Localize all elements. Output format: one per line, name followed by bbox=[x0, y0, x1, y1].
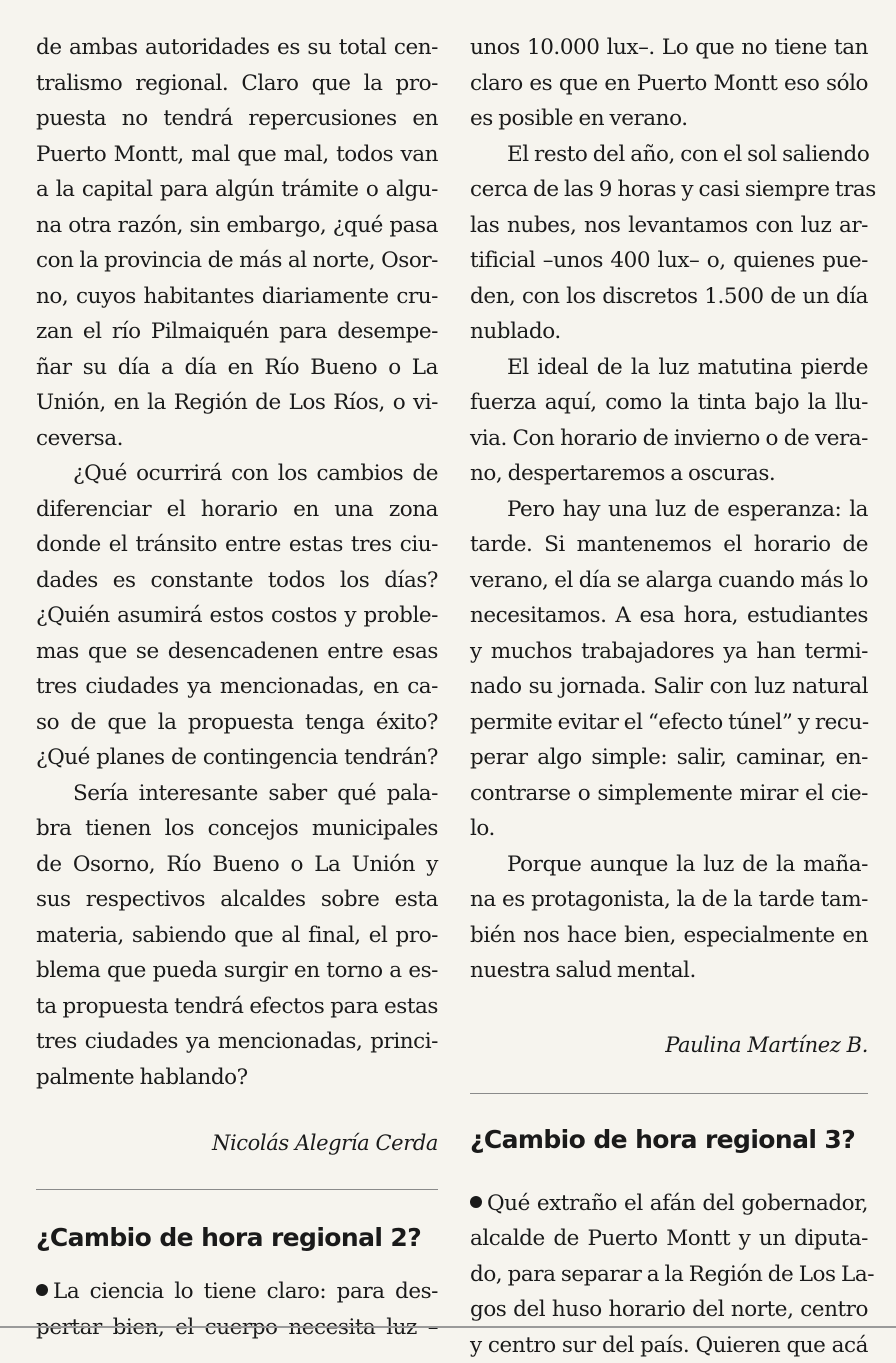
text-line: contrarse o simplemente mirar el cie- bbox=[470, 776, 868, 812]
text-line: ¿Qué ocurrirá con los cambios de bbox=[36, 456, 438, 492]
text-line: ceversa. bbox=[36, 421, 438, 457]
text-line: sus respectivos alcaldes sobre esta bbox=[36, 882, 438, 918]
text-line: no, despertaremos a oscuras. bbox=[470, 456, 868, 492]
text-line: gos del huso horario del norte, centro bbox=[470, 1292, 868, 1328]
text-line: claro es que en Puerto Montt eso sólo bbox=[470, 66, 868, 102]
text-line: so de que la propuesta tenga éxito? bbox=[36, 705, 438, 741]
text-span: Qué extraño el afán del gobernador, bbox=[487, 1191, 868, 1216]
text-line: Pero hay una luz de esperanza: la bbox=[470, 492, 868, 528]
text-line: alcalde de Puerto Montt y un diputa- bbox=[470, 1221, 868, 1257]
letter-1-paragraph-1 bbox=[36, 30, 438, 456]
text-line: tres ciudades ya mencionadas, princi- bbox=[36, 1024, 438, 1060]
letter-1-paragraph-3 bbox=[36, 776, 438, 1096]
text-line: no, cuyos habitantes diariamente cru- bbox=[36, 279, 438, 315]
text-line: fuerza aquí, como la tinta bajo la llu- bbox=[470, 385, 868, 421]
letter-2-continuation-paragraph-1 bbox=[470, 30, 868, 137]
text-line: de Osorno, Río Bueno o La Unión y bbox=[36, 847, 438, 883]
text-line: nuestra salud mental. bbox=[470, 953, 868, 989]
text-line: na otra razón, sin embargo, ¿qué pasa bbox=[36, 208, 438, 244]
letter-2-paragraph-2 bbox=[470, 137, 868, 350]
text-line: diferenciar el horario en una zona bbox=[36, 492, 438, 528]
text-line: permite evitar el “efecto túnel” y recu- bbox=[470, 705, 868, 741]
text-line: materia, sabiendo que al final, el pro- bbox=[36, 918, 438, 954]
text-line: do, para separar a la Región de Los La- bbox=[470, 1257, 868, 1293]
text-line: blema que pueda surgir en torno a es- bbox=[36, 953, 438, 989]
letter-3-paragraph-1 bbox=[470, 1186, 868, 1363]
letter-2-paragraph-4 bbox=[470, 492, 868, 847]
letter-2-paragraph-3 bbox=[470, 350, 868, 492]
text-line: necesitamos. A esa hora, estudiantes bbox=[470, 598, 868, 634]
text-line: ¿Quién asumirá estos costos y proble- bbox=[36, 598, 438, 634]
headline-cambio-2: ¿Cambio de hora regional 2? bbox=[36, 1218, 438, 1258]
text-line: cerca de las 9 horas y casi siempre tras bbox=[470, 172, 868, 208]
bullet-icon bbox=[36, 1284, 48, 1296]
right-column bbox=[470, 30, 868, 1363]
letter-2-paragraph-1 bbox=[36, 1274, 438, 1345]
text-line: El resto del año, con el sol saliendo bbox=[470, 137, 868, 173]
text-line: Unión, en la Región de Los Ríos, o vi- bbox=[36, 385, 438, 421]
text-line: nublado. bbox=[470, 314, 868, 350]
text-line: con la provincia de más al norte, Osor- bbox=[36, 243, 438, 279]
text-line: y centro sur del país. Quieren que acá bbox=[470, 1328, 868, 1363]
text-line: Sería interesante saber qué pala- bbox=[36, 776, 438, 812]
letter-2-paragraph-5 bbox=[470, 847, 868, 989]
text-line: puesta no tendrá repercusiones en bbox=[36, 101, 438, 137]
text-line: y muchos trabajadores ya han termi- bbox=[470, 634, 868, 670]
text-line: lo. bbox=[470, 811, 868, 847]
text-line: unos 10.000 lux–. Lo que no tiene tan bbox=[470, 30, 868, 66]
left-column bbox=[36, 30, 438, 1345]
text-line: bra tienen los concejos municipales bbox=[36, 811, 438, 847]
text-span: La ciencia lo tiene claro: para des- bbox=[53, 1279, 438, 1304]
text-line: zan el río Pilmaiquén para desempe- bbox=[36, 314, 438, 350]
text-line: tres ciudades ya mencionadas, en ca- bbox=[36, 669, 438, 705]
letter-1-paragraph-2 bbox=[36, 456, 438, 776]
text-line: den, con los discretos 1.500 de un día bbox=[470, 279, 868, 315]
text-line: tarde. Si mantenemos el horario de bbox=[470, 527, 868, 563]
signature-paulina: Paulina Martínez B. bbox=[470, 1027, 868, 1063]
text-line: tralismo regional. Claro que la pro- bbox=[36, 66, 438, 102]
text-line: via. Con horario de invierno o de vera- bbox=[470, 421, 868, 457]
text-line: pertar bien, el cuerpo necesita luz – bbox=[36, 1310, 438, 1346]
text-line: perar algo simple: salir, caminar, en- bbox=[470, 740, 868, 776]
page-bottom-divider bbox=[0, 1326, 896, 1328]
text-line: na es protagonista, la de la tarde tam- bbox=[470, 882, 868, 918]
text-line bbox=[470, 1186, 868, 1222]
text-line bbox=[36, 1274, 438, 1310]
text-line: donde el tránsito entre estas tres ciu- bbox=[36, 527, 438, 563]
text-line: Porque aunque la luz de la maña- bbox=[470, 847, 868, 883]
text-line: es posible en verano. bbox=[470, 101, 868, 137]
text-line: ta propuesta tendrá efectos para estas bbox=[36, 989, 438, 1025]
text-line: ñar su día a día en Río Bueno o La bbox=[36, 350, 438, 386]
text-line: bién nos hace bien, especialmente en bbox=[470, 918, 868, 954]
headline-cambio-3: ¿Cambio de hora regional 3? bbox=[470, 1120, 868, 1160]
text-line: dades es constante todos los días? bbox=[36, 563, 438, 599]
text-line: ¿Qué planes de contingencia tendrán? bbox=[36, 740, 438, 776]
text-line: verano, el día se alarga cuando más lo bbox=[470, 563, 868, 599]
bullet-icon bbox=[470, 1196, 482, 1208]
text-line: palmente hablando? bbox=[36, 1060, 438, 1096]
text-line: a la capital para algún trámite o algu- bbox=[36, 172, 438, 208]
text-line: las nubes, nos levantamos con luz ar- bbox=[470, 208, 868, 244]
text-line: mas que se desencadenen entre esas bbox=[36, 634, 438, 670]
text-line: de ambas autoridades es su total cen- bbox=[36, 30, 438, 66]
text-line: nado su jornada. Salir con luz natural bbox=[470, 669, 868, 705]
signature-nicolas: Nicolás Alegría Cerda bbox=[36, 1125, 438, 1161]
text-line: Puerto Montt, mal que mal, todos van bbox=[36, 137, 438, 173]
text-line: tificial –unos 400 lux– o, quienes pue- bbox=[470, 243, 868, 279]
text-line: El ideal de la luz matutina pierde bbox=[470, 350, 868, 386]
